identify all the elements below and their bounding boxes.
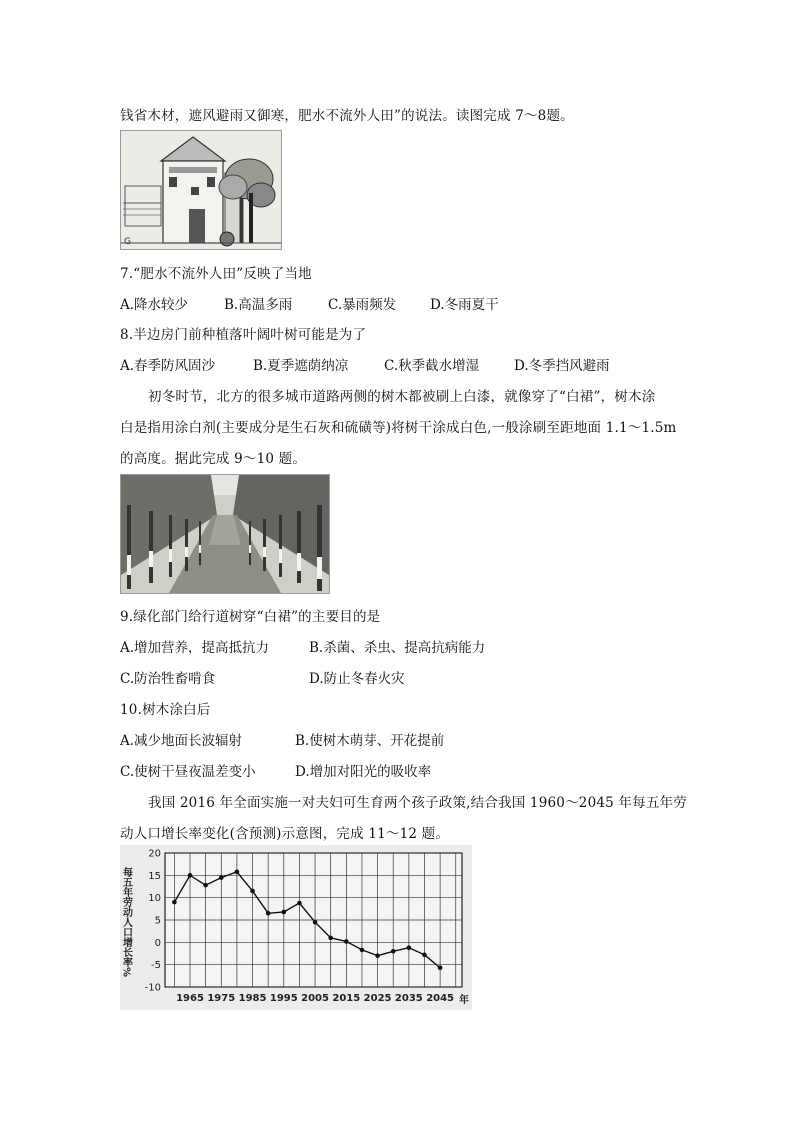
- farmhouse-illustration: [120, 130, 282, 250]
- q10-option-b: B.使树木萌芽、开花提前: [295, 733, 445, 749]
- q10-option-c: C.使树干昼夜温差变小: [120, 764, 256, 780]
- passage2-line1: 初冬时节，北方的很多城市道路两侧的树木都被刷上白漆，就像穿了“白裙”，树木涂: [148, 389, 656, 405]
- q8-option-b: B.夏季遮荫纳凉: [253, 358, 349, 374]
- data-point: [391, 949, 396, 954]
- y-axis-label: 每五年劳动人口增长率%: [120, 867, 132, 978]
- q7-option-c: C.暴雨频发: [328, 297, 397, 313]
- y-tick-label: -5: [151, 960, 161, 972]
- tree-lined-road-drawing: [121, 475, 329, 593]
- data-point: [375, 953, 380, 958]
- x-tick-label: 2045: [426, 993, 455, 1004]
- passage2-line3: 的高度。据此完成 9～10 题。: [120, 451, 307, 467]
- intro-line: 钱省木材，遮风避雨又御寒，肥水不流外人田”的说法。读图完成 7～8题。: [120, 108, 574, 124]
- figure-corner-mark: G: [124, 237, 131, 247]
- q8-option-d: D.冬季挡风避雨: [514, 358, 610, 374]
- q10-option-d: D.增加对阳光的吸收率: [295, 764, 432, 780]
- data-point: [438, 965, 443, 970]
- y-tick-label: 20: [148, 848, 161, 860]
- farmhouse-drawing: [121, 131, 281, 249]
- q8-option-c: C.秋季截水增湿: [384, 358, 480, 374]
- data-point: [172, 900, 177, 905]
- q7-option-d: D.冬雨夏干: [430, 297, 499, 313]
- q10-option-a: A.减少地面长波辐射: [120, 733, 243, 749]
- passage3-line1: 我国 2016 年全面实施一对夫妇可生育两个孩子政策,结合我国 1960～2045 年每五年劳: [148, 795, 687, 811]
- q9-option-b: B.杀菌、杀虫、提高抗病能力: [309, 640, 486, 656]
- q7-option-a: A.降水较少: [120, 297, 189, 313]
- q7-stem: 7.“肥水不流外人田”反映了当地: [120, 266, 312, 282]
- q8-option-a: A.春季防风固沙: [120, 358, 216, 374]
- data-point: [219, 875, 224, 880]
- passage2-line2: 白是指用涂白剂(主要成分是生石灰和硫磺等)将树干涂成白色,一般涂刷至距地面 1.1～1.5m: [120, 420, 677, 436]
- q7-option-b: B.高温多雨: [224, 297, 293, 313]
- data-point: [328, 936, 333, 941]
- labor-growth-chart: [120, 845, 472, 1010]
- y-tick-label: 15: [148, 870, 161, 882]
- x-tick-label: 1965: [176, 993, 204, 1004]
- data-point: [282, 910, 287, 915]
- data-point: [250, 889, 255, 894]
- x-tick-label: 1985: [238, 993, 267, 1004]
- x-tick-label: 2015: [332, 993, 361, 1004]
- x-tick-label: 2005: [301, 993, 329, 1004]
- x-tick-label: 2025: [363, 993, 392, 1004]
- data-point: [203, 883, 208, 888]
- q9-option-d: D.防止冬春火灾: [309, 671, 405, 687]
- q9-option-c: C.防治牲畜啃食: [120, 671, 216, 687]
- x-tick-label: 1995: [269, 993, 298, 1004]
- data-point: [235, 869, 240, 874]
- data-point: [422, 953, 427, 958]
- passage3-line2: 动人口增长率变化(含预测)示意图，完成 11～12 题。: [120, 826, 450, 842]
- y-tick-label: -10: [144, 982, 161, 994]
- data-point: [266, 911, 271, 916]
- labor-growth-chart-svg: [120, 845, 472, 1010]
- data-point: [313, 920, 318, 925]
- x-axis-unit-label: 年: [459, 995, 469, 1006]
- q8-stem: 8.半边房门前种植落叶阔叶树可能是为了: [120, 327, 367, 343]
- x-tick-label: 2035: [394, 993, 423, 1004]
- data-point: [407, 945, 412, 950]
- q9-option-a: A.增加营养，提高抵抗力: [120, 640, 270, 656]
- data-point: [188, 873, 193, 878]
- x-tick-label: 1975: [207, 993, 236, 1004]
- y-tick-label: 10: [148, 893, 161, 905]
- data-point: [360, 948, 365, 953]
- whitewashed-trees-photo: [120, 474, 330, 594]
- q10-stem: 10.树木涂白后: [120, 702, 211, 718]
- y-tick-label: 5: [154, 915, 161, 927]
- q9-stem: 9.绿化部门给行道树穿“白裙”的主要目的是: [120, 609, 381, 625]
- data-point: [344, 939, 349, 944]
- data-point: [297, 901, 302, 906]
- y-tick-label: 0: [154, 937, 161, 949]
